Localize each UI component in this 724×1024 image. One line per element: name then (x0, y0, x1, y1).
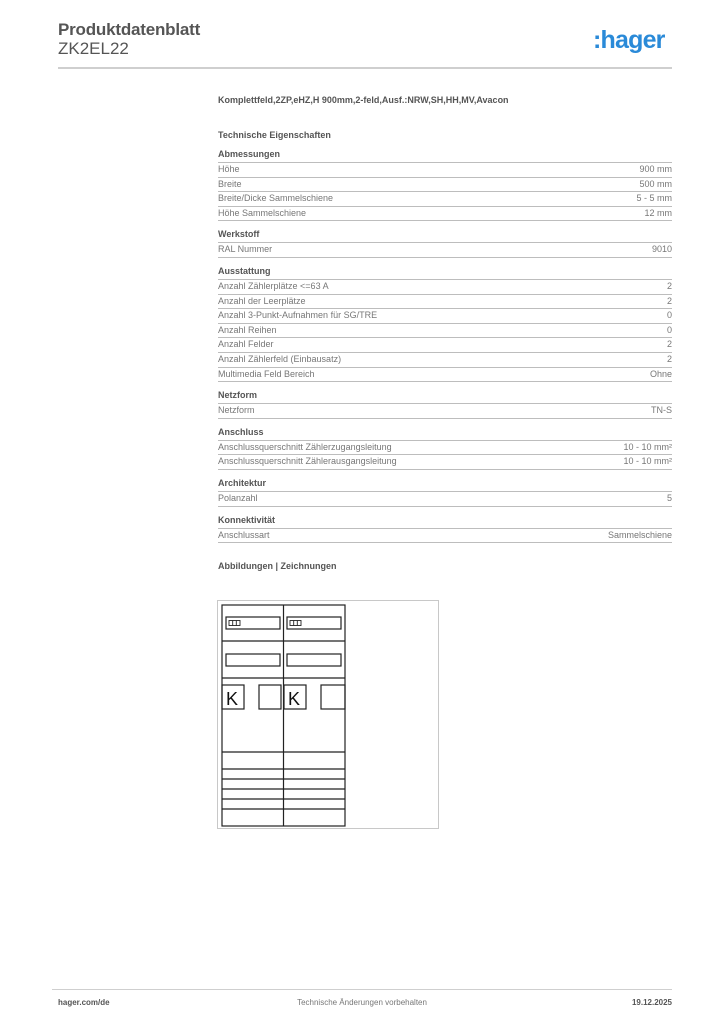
spec-value: 2 (666, 353, 672, 364)
spec-row (218, 243, 672, 258)
spec-label: Anschlussart (218, 529, 270, 540)
meter-symbol-icon (229, 621, 301, 626)
spec-row (218, 207, 672, 222)
spec-label: RAL Nummer (218, 244, 273, 255)
spec-value: Ohne (649, 368, 672, 379)
footer-website-link[interactable]: hager.com/de (58, 998, 110, 1007)
section-konnektivitaet (218, 515, 672, 544)
spec-label: Anzahl Zählerfeld (Einbausatz) (218, 353, 342, 364)
spec-label: Höhe (218, 164, 240, 174)
spec-value: TN-S (651, 405, 672, 416)
figures-heading: Abbildungen | Zeichnungen (218, 561, 337, 572)
spec-row (218, 338, 672, 353)
section-abmessungen (218, 149, 672, 221)
k-label-left: K (226, 689, 239, 709)
section-title: Abmessungen (218, 149, 672, 163)
spec-value: 900 mm (639, 164, 672, 174)
section-title: Anschluss (218, 427, 672, 441)
technical-heading: Technische Eigenschaften (218, 130, 331, 140)
spec-label: Anschlussquerschnitt Zählerzugangsleitung (218, 441, 392, 452)
spec-row (218, 441, 672, 456)
section-title: Architektur (218, 478, 672, 492)
spec-row (218, 492, 672, 507)
spec-value: 5 (666, 492, 672, 503)
spec-row (218, 163, 672, 178)
spec-label: Anzahl Zählerplätze <=63 A (218, 280, 329, 291)
technical-drawing (217, 600, 439, 829)
spec-value: 2 (666, 280, 672, 291)
spec-row (218, 368, 672, 383)
header-divider (58, 67, 672, 69)
spec-label: Anzahl der Leerplätze (218, 295, 306, 306)
spec-value: 2 (666, 339, 672, 350)
spec-label: Polanzahl (218, 492, 258, 503)
section-architektur (218, 478, 672, 507)
section-title: Ausstattung (218, 266, 672, 280)
spec-label: Netzform (218, 405, 255, 416)
spec-row (218, 192, 672, 207)
datasheet-content (218, 95, 672, 571)
spec-value: 12 mm (644, 207, 672, 218)
spec-row (218, 280, 672, 295)
spec-row (218, 353, 672, 368)
spec-value: 10 - 10 mm² (623, 441, 672, 452)
section-ausstattung (218, 266, 672, 382)
hager-logo: :hager (593, 26, 665, 54)
meter-panel-drawing (218, 601, 438, 828)
document-title: Produktdatenblatt (58, 20, 201, 39)
section-werkstoff (218, 229, 672, 258)
spec-label: Anzahl Reihen (218, 324, 277, 335)
spec-value: 10 - 10 mm² (623, 456, 672, 467)
k-label-right: K (288, 689, 301, 709)
footer-date: 19.12.2025 (631, 998, 672, 1007)
spec-value: 5 - 5 mm (636, 193, 672, 204)
spec-label: Anzahl 3-Punkt-Aufnahmen für SG/TRE (218, 310, 378, 321)
spec-label: Anzahl Felder (218, 339, 274, 350)
spec-row (218, 529, 672, 544)
section-title: Netzform (218, 390, 672, 404)
section-title: Konnektivität (218, 515, 672, 529)
spec-label: Breite/Dicke Sammelschiene (218, 193, 334, 204)
spec-label: Multimedia Feld Bereich (218, 368, 315, 379)
spec-row (218, 178, 672, 193)
footer-notice: Technische Änderungen vorbehalten (297, 998, 427, 1007)
spec-row (218, 324, 672, 339)
spec-value: 2 (666, 295, 672, 306)
spec-value: 0 (666, 324, 672, 335)
spec-row (218, 404, 672, 419)
spec-value: 500 mm (639, 178, 672, 189)
section-netzform (218, 390, 672, 419)
spec-value: 9010 (651, 244, 672, 255)
spec-label: Breite (218, 178, 242, 189)
product-description: Komplettfeld,2ZP,eHZ,H 900mm,2-feld,Ausf.:NRW,SH,HH,MV,Avacon (218, 95, 509, 105)
spec-row (218, 295, 672, 310)
spec-label: Anschlussquerschnitt Zählerausgangsleitung (218, 456, 397, 467)
article-number: ZK2EL22 (58, 39, 129, 58)
spec-value: Sammelschiene (607, 529, 672, 540)
spec-label: Höhe Sammelschiene (218, 207, 307, 218)
footer-divider (52, 989, 672, 990)
spec-row (218, 309, 672, 324)
section-anschluss (218, 427, 672, 470)
spec-row (218, 455, 672, 470)
section-title: Werkstoff (218, 229, 672, 243)
spec-value: 0 (666, 310, 672, 321)
